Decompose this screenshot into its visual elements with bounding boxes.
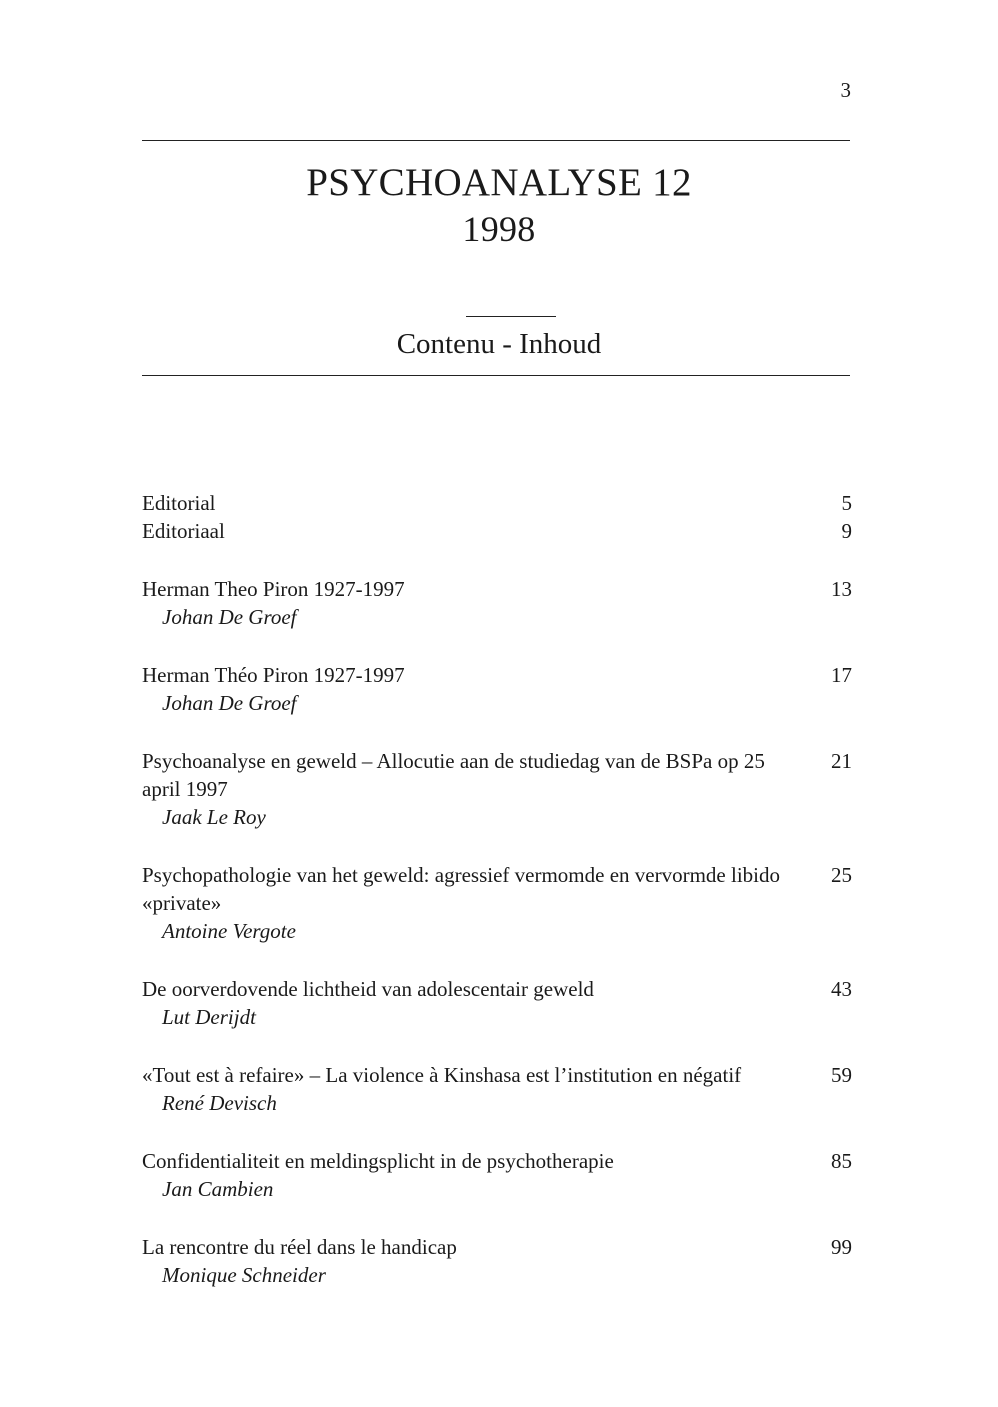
entry-page: 99 xyxy=(831,1235,852,1259)
entry-title: Psychoanalyse en geweld – Allocutie aan de studiedag van de BSPa op 25 april 1997 xyxy=(142,749,765,801)
entry-title: Editoriaal xyxy=(142,519,225,543)
entry-page: 85 xyxy=(831,1149,852,1173)
entry-title: «Tout est à refaire» – La violence à Kinshasa est l’institution en négatif xyxy=(142,1063,742,1087)
entry-author: Antoine Vergote xyxy=(162,919,296,943)
entry-page: 9 xyxy=(841,519,852,543)
entry-title: Herman Theo Piron 1927-1997 xyxy=(142,577,405,601)
entry-author: Monique Schneider xyxy=(162,1263,326,1287)
toc-entry xyxy=(142,975,852,1031)
toc-entry xyxy=(142,1233,852,1289)
entry-author: Johan De Groef xyxy=(162,605,297,629)
page-number: 3 xyxy=(840,78,851,102)
top-rule xyxy=(142,140,850,141)
journal-year: 1998 xyxy=(462,209,536,249)
entry-page: 21 xyxy=(831,749,852,773)
toc-entry xyxy=(142,1147,852,1203)
table-of-contents xyxy=(142,489,852,1289)
toc-entry xyxy=(142,575,852,631)
toc-entry xyxy=(142,517,852,545)
entry-author: Jaak Le Roy xyxy=(162,805,266,829)
entry-title: La rencontre du réel dans le handicap xyxy=(142,1235,457,1259)
entry-title: Confidentialiteit en meldingsplicht in de psychotherapie xyxy=(142,1149,614,1173)
entry-page: 13 xyxy=(831,577,852,601)
entry-page: 59 xyxy=(831,1063,852,1087)
entry-title: De oorverdovende lichtheid van adolescentair geweld xyxy=(142,977,594,1001)
toc-entry xyxy=(142,489,852,517)
entry-title: Editorial xyxy=(142,491,216,515)
entry-page: 43 xyxy=(831,977,852,1001)
journal-title: PSYCHOANALYSE 12 xyxy=(306,161,692,204)
short-rule xyxy=(466,316,556,317)
entry-page: 25 xyxy=(831,863,852,887)
entry-author: Johan De Groef xyxy=(162,691,297,715)
contents-heading: Contenu - Inhoud xyxy=(396,328,602,360)
entry-title: Psychopathologie van het geweld: agressief vermomde en vervormde libido «private» xyxy=(142,863,780,915)
bottom-rule xyxy=(142,375,850,376)
entry-title: Herman Théo Piron 1927-1997 xyxy=(142,663,405,687)
toc-entry xyxy=(142,1061,852,1117)
toc-entry xyxy=(142,747,852,831)
entry-author: René Devisch xyxy=(162,1091,277,1115)
entry-page: 17 xyxy=(831,663,852,687)
entry-page: 5 xyxy=(841,491,852,515)
entry-author: Jan Cambien xyxy=(162,1177,274,1201)
toc-entry xyxy=(142,661,852,717)
toc-entry xyxy=(142,861,852,945)
entry-author: Lut Derijdt xyxy=(162,1005,256,1029)
